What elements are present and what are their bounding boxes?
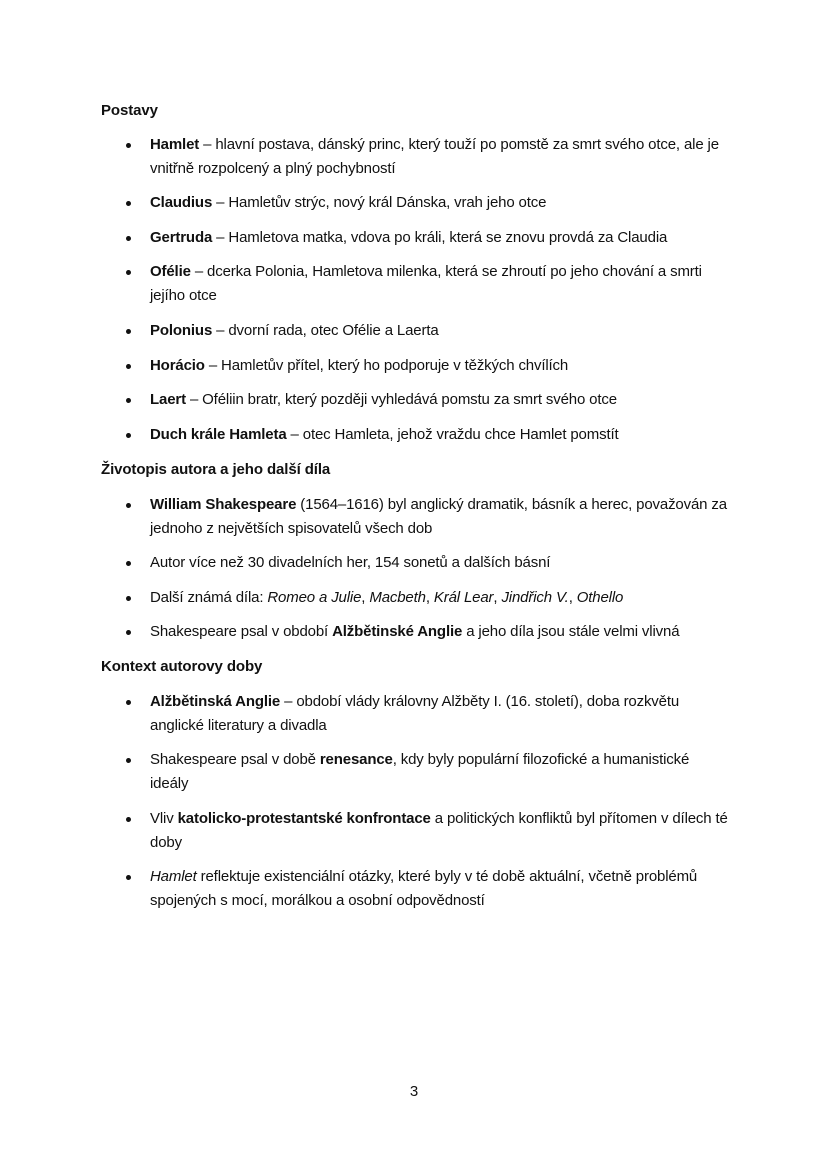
character-name: Laert: [150, 391, 186, 408]
character-description: – dvorní rada, otec Ofélie a Laerta: [212, 322, 439, 339]
list-item: Shakespeare psal v době renesance, kdy byly populární filozofické a humanistické ideály: [150, 748, 730, 796]
work-title: Macbeth: [369, 589, 426, 606]
list-item: [150, 354, 730, 378]
work-title: Král Lear: [433, 589, 494, 606]
page-number: 3: [409, 1083, 419, 1100]
list-item: Alžbětinská Anglie – období vlády královny Alžběty I. (16. století), doba rozkvětu anglické literatury a divadla: [150, 690, 730, 738]
list-item: [150, 191, 730, 215]
character-name: Ofélie: [150, 263, 191, 280]
character-description: – Oféliin bratr, který později vyhledává pomstu za smrt svého otce: [185, 391, 617, 408]
list-item: William Shakespeare (1564–1616) byl anglický dramatik, básník a herec, považován za jednoho z největších spisovatelů všech dob: [150, 493, 730, 541]
list-item: [150, 226, 730, 250]
list-item: Shakespeare psal v období Alžbětinské Anglie a jeho díla jsou stále velmi vlivná: [150, 620, 750, 644]
list-item: [150, 388, 730, 412]
character-description: – Hamletův strýc, nový král Dánska, vrah jeho otce: [212, 194, 547, 211]
list-item: [150, 260, 730, 308]
list-item: Hamlet reflektuje existenciální otázky, které byly v té době aktuální, včetně problémů spojených s mocí, morálkou a osobní odpovědností: [150, 865, 730, 913]
character-description: – hlavní postava, dánský princ, který touží po pomstě za smrt svého otce, ale je vnitřně rozpolcený a plný pochybností: [150, 136, 719, 177]
character-name: Polonius: [150, 322, 213, 339]
list-item: Další známá díla: Romeo a Julie, Macbeth, Král Lear, Jindřich V., Othello: [150, 586, 730, 610]
character-description: – Hamletova matka, vdova po králi, která se znovu provdá za Claudia: [212, 229, 668, 246]
character-description: – Hamletův přítel, který ho podporuje v těžkých chvílích: [204, 357, 569, 374]
list-item: [150, 423, 730, 447]
author-name: William Shakespeare: [150, 496, 297, 513]
character-name: Claudius: [150, 194, 213, 211]
character-name: Duch krále Hamleta: [150, 426, 287, 443]
character-name: Horácio: [150, 357, 205, 374]
list-item: Autor více než 30 divadelních her, 154 sonetů a dalších básní: [150, 551, 730, 575]
character-name: Hamlet: [150, 136, 200, 153]
character-description: – otec Hamleta, jehož vraždu chce Hamlet pomstít: [286, 426, 619, 443]
section-heading-kontext: Kontext autorovy doby: [101, 658, 263, 675]
list-item: [150, 133, 730, 181]
list-item: [150, 319, 730, 343]
character-description: – dcerka Polonia, Hamletova milenka, která se zhroutí po jeho chování a smrti jejího otce: [150, 263, 702, 304]
work-title: Othello: [576, 589, 624, 606]
section-heading-postavy: Postavy: [101, 102, 158, 119]
character-name: Gertruda: [150, 229, 213, 246]
list-item: Vliv katolicko-protestantské konfrontace a politických konfliktů byl přítomen v dílech té doby: [150, 807, 730, 855]
work-title: Jindřich V.: [501, 589, 569, 606]
work-title: Romeo a Julie: [267, 589, 362, 606]
section-heading-zivotopis: Životopis autora a jeho další díla: [101, 461, 331, 478]
